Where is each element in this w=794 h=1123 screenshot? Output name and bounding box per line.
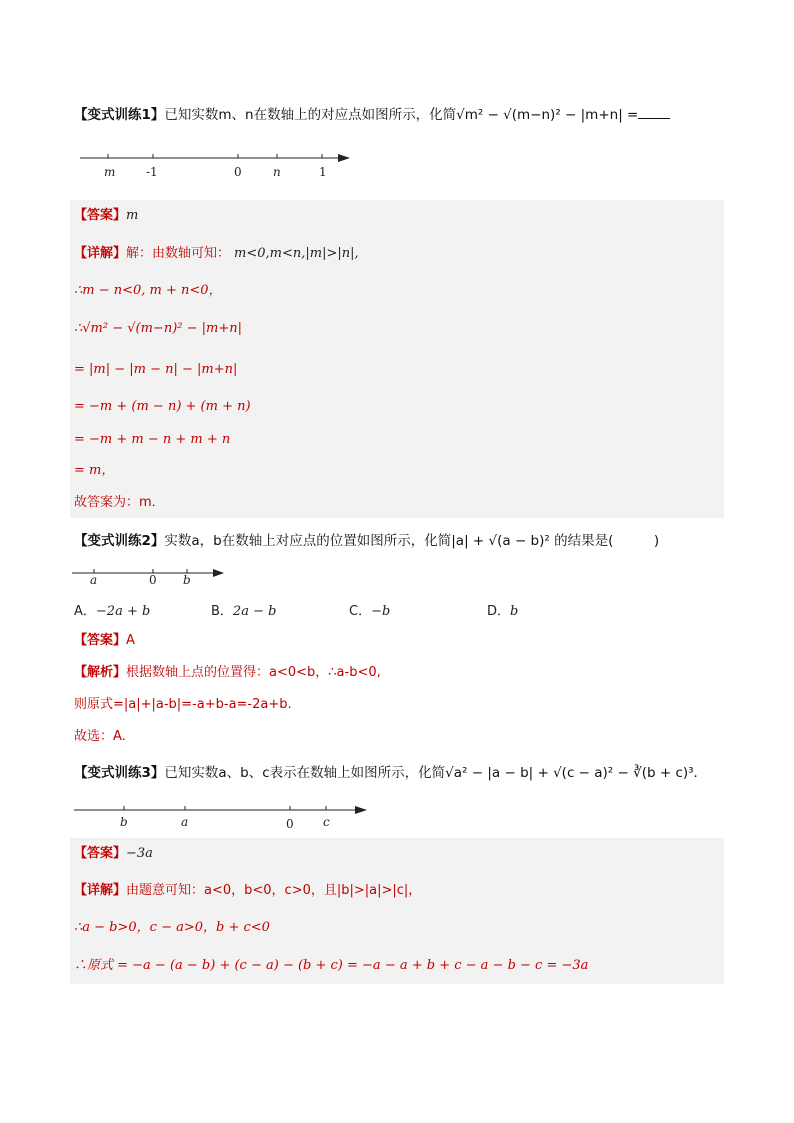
ex2-step: 则原式=|a|+|a-b|=-a+b-a=-2a+b. [74, 697, 292, 712]
ex1-label-0: 0 [234, 165, 242, 179]
ex1-answer-tag: 【答案】 [74, 208, 127, 223]
ex3-detail-intro: 由题意可知：a<0，b<0，c>0，且|b|>|a|>|c|， [126, 883, 422, 898]
ex3-label-c: c [323, 815, 330, 829]
ex1-detail-line [74, 245, 359, 263]
ex3-label-a: a [181, 815, 189, 829]
ex3-label-b: b [120, 815, 128, 829]
ex1-conclusion: 故答案为：m． [74, 495, 165, 510]
ex2-choice-a[interactable] [74, 600, 150, 619]
ex2-choice-b-text: 2a − b [232, 604, 277, 619]
ex3-answer-line [74, 845, 153, 863]
ex2-question: 实数a，b在数轴上对应点的位置如图所示，化简|a| + √(a − b)² 的结果是( ) [164, 533, 660, 549]
ex2-heading: 【变式训练2】 [74, 533, 165, 549]
ex1-detail-cond: m<0,m<n,|m|>|n|, [234, 246, 359, 261]
ex1-detail-intro: 解：由数轴可知： [126, 246, 231, 261]
ex2-choice-a-text: −2a + b [95, 604, 151, 619]
ex2-choice-c[interactable] [349, 600, 390, 619]
ex1-step-6: = m， [74, 463, 115, 478]
ex1-number-line [80, 150, 360, 182]
ex2-analysis: 根据数轴上点的位置得：a<0<b，∴a-b<0, [126, 665, 381, 680]
ex2-conclusion: 故选：A. [74, 729, 126, 744]
ex3-number-line [74, 802, 374, 834]
ex2-label-a: a [90, 573, 98, 587]
ex2-choice-b[interactable] [211, 600, 276, 619]
ex3-detail-tag: 【详解】 [74, 883, 127, 898]
ex1-step-4: = −m + (m − n) + (m + n) [74, 399, 251, 414]
ex1-step-2: ∴√m² − √(m−n)² − |m+n| [74, 321, 242, 336]
ex3-answer-tag: 【答案】 [74, 846, 127, 861]
ex2-label-0: 0 [149, 573, 157, 587]
ex3-question: 已知实数a、b、c表示在数轴上如图所示，化简√a² − |a − b| + √(c − a)² − ∛(b + c)³． [164, 765, 708, 781]
ex1-step-1: ∴m − n<0, m + n<0， [74, 283, 222, 298]
ex1-blank [638, 106, 670, 119]
ex1-question: 已知实数m、n在数轴上的对应点如图所示，化简√m² − √(m−n)² − |m+n| = [164, 107, 639, 123]
ex1-label-neg1: -1 [146, 165, 158, 179]
ex2-number-line [72, 566, 232, 590]
ex2-choice-d-letter: D． [487, 604, 511, 619]
ex1-answer-line [74, 207, 138, 225]
ex1-label-1: 1 [319, 165, 327, 179]
ex1-detail-tag: 【详解】 [74, 246, 127, 261]
ex2-choice-d[interactable] [487, 600, 518, 619]
ex2-choice-a-letter: A． [74, 604, 96, 619]
ex2-choice-c-letter: C． [349, 604, 372, 619]
ex1-question-line [74, 106, 670, 124]
ex2-choice-c-text: −b [371, 604, 391, 619]
ex3-label-0: 0 [286, 817, 294, 831]
ex2-label-b: b [183, 573, 191, 587]
ex3-answer: −3a [126, 846, 153, 861]
ex2-choice-b-letter: B． [211, 604, 233, 619]
ex1-heading: 【变式训练1】 [74, 107, 165, 123]
ex1-step-5: = −m + m − n + m + n [74, 432, 231, 447]
ex2-question-line [74, 532, 659, 550]
ex2-choice-d-text: b [510, 604, 519, 619]
ex3-detail-line [74, 882, 421, 900]
ex1-answer: m [126, 208, 139, 223]
ex2-analysis-line [74, 664, 381, 682]
ex2-analysis-tag: 【解析】 [74, 665, 127, 680]
ex1-label-n: n [273, 165, 281, 179]
ex2-answer-line [74, 632, 135, 650]
ex1-label-m: m [104, 165, 116, 179]
ex3-heading: 【变式训练3】 [74, 765, 165, 781]
ex2-answer: A [126, 633, 135, 648]
ex3-question-line [74, 764, 707, 782]
ex2-answer-tag: 【答案】 [74, 633, 127, 648]
ex3-step-2: ∴原式 = −a − (a − b) + (c − a) − (b + c) = −a − a + b + c − a − b − c = −3a [74, 958, 589, 973]
ex1-step-3: = |m| − |m − n| − |m+n| [74, 362, 238, 377]
ex3-step-1: ∴a − b>0，c − a>0，b + c<0 [74, 920, 270, 935]
